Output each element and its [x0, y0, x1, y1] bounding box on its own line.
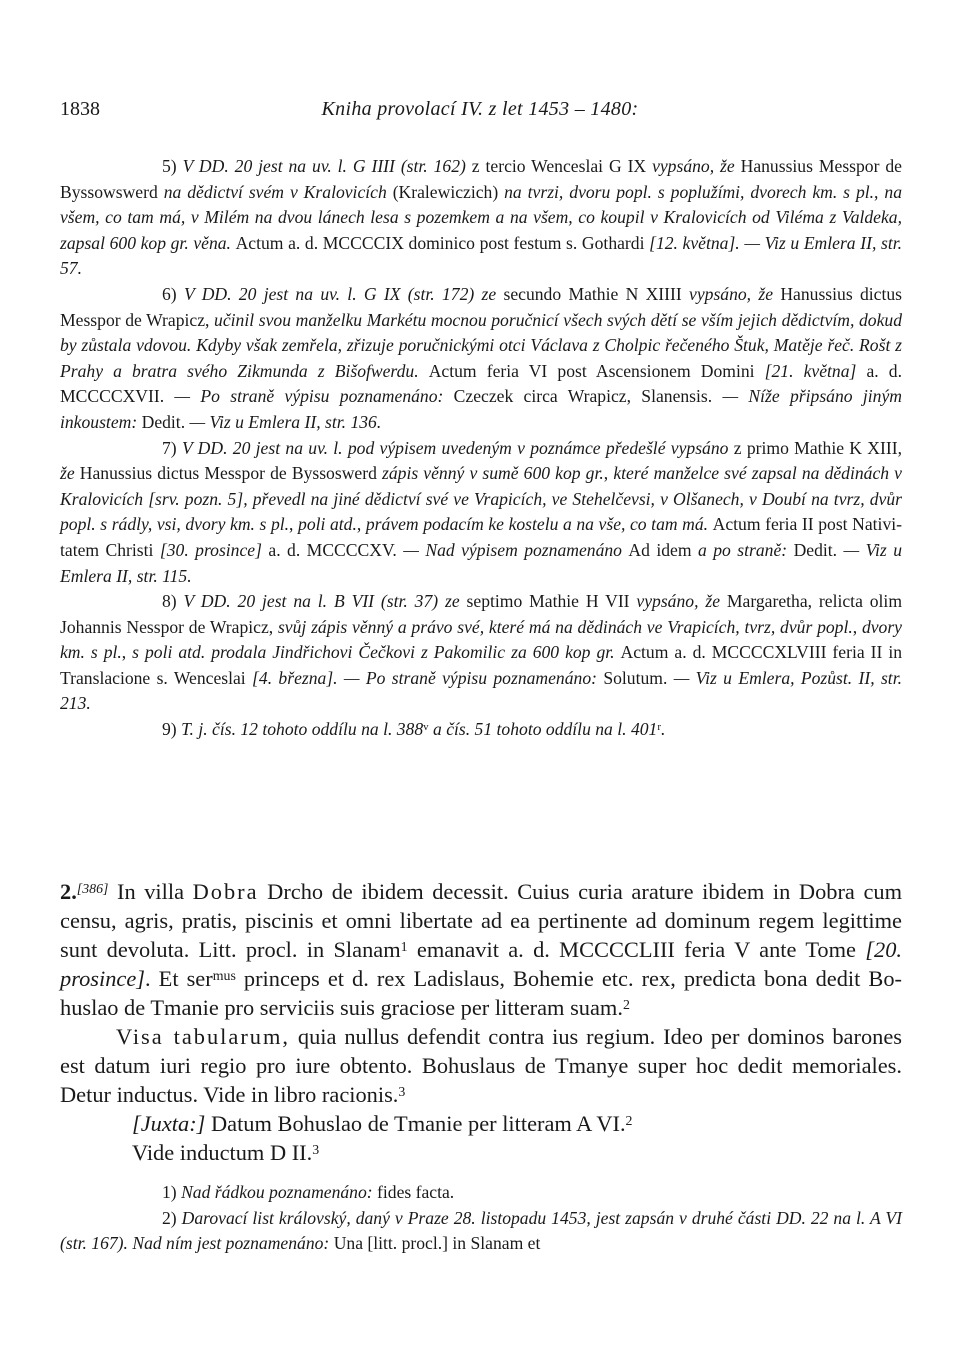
footnote-text: Czeczek circa Wrapicz, Slanensis.: [453, 386, 723, 407]
footnote-mark: 5): [162, 156, 183, 176]
footnote: [60, 1180, 902, 1206]
footnote-text: na tvrzi, dvoru popl. s poplužími, dvorech km. s pl.: [504, 181, 875, 202]
footnote-text: dvory km. s pl.: [60, 616, 902, 663]
footnote-text: ,: [356, 514, 366, 535]
footnote-text: na dědictví svém v Kralovicích: [163, 181, 393, 202]
footnote-text: Solutum.: [603, 667, 674, 688]
entry-number: 2.: [60, 879, 77, 904]
footnote-text: [21. května]: [764, 360, 867, 381]
footnote-text: ,: [289, 514, 299, 535]
footnote-mark: 9): [162, 719, 182, 740]
footnote-text: V DD. 20 jest na uv. l. G IX (str. 172) ze: [183, 283, 504, 304]
footnote: [60, 282, 902, 436]
entry-text: Visa tabularum,: [116, 1024, 290, 1049]
footnote-text: a po straně:: [697, 539, 794, 560]
footnote-text: Dedit.: [793, 539, 844, 560]
footnote-text: .: [660, 719, 666, 740]
footnote: [60, 589, 902, 717]
footnote-text: právem podacím ke kostelu a na vše, co tam má.: [365, 514, 713, 535]
entry-text: Datum Bohuslao de Tmanie per litteram A VI.: [205, 1111, 626, 1136]
footnote-mark: 7): [162, 437, 182, 458]
footnote-text: že: [60, 463, 80, 484]
entry-text: In villa: [108, 879, 193, 904]
footnote-text: fides facta.: [377, 1182, 455, 1202]
footnote-text: Margaretha, relicta olim Johannis Nesspor de Wrapicz,: [60, 591, 903, 637]
footnote: [60, 1206, 902, 1257]
footnote-text: vypsáno, že: [652, 156, 741, 176]
footnote-text: [4. března]. — Po straně výpisu poznamenáno:: [252, 667, 604, 688]
footnote-text: (Kralewiczich): [392, 181, 505, 202]
running-title: Kniha provolací IV. z let 1453 – 1480:: [321, 98, 639, 120]
footnote-mark: 6): [162, 283, 184, 304]
footnote-text: vypsáno, že: [689, 283, 781, 304]
footnote-text: a. d. MCCCCXV.: [268, 539, 404, 560]
entry-text: 3: [312, 1142, 320, 1158]
footnote-text: — Nad výpisem poznamenáno: [403, 539, 629, 560]
entry-2: [60, 877, 902, 1167]
footnote-text: Nad řádkou poznamenáno:: [181, 1182, 378, 1202]
footnote-text: — Viz u Emlera II, str. 115.: [60, 539, 903, 586]
footnote-text: a čís. 51 tohoto oddílu na l. 401: [428, 719, 658, 740]
entry-text: quia nullus defendit contra ius regium. Ideo per dominos barones est datum iuri regio pro iure obtento. Bohuslaus de Tmanye super hoc dedit memoriales. Detur inductus. Vide in libro racionis.: [60, 1024, 902, 1107]
footnote-text: vypsáno, že: [636, 591, 727, 612]
entry-text: Dobra: [192, 879, 259, 904]
footnote-text: septimo Mathie H VII: [466, 591, 637, 612]
footnote-mark: 2): [162, 1207, 182, 1228]
entry-text: [20. prosince]: [60, 937, 902, 991]
footnote-text: — Níže připsáno jiným inkoustem:: [60, 386, 902, 432]
footnote-text: v: [423, 721, 429, 734]
entry-text: Drcho de ibidem decessit. Cuius curia arature ibidem in Dobra cum censu, agris, pratis, piscinis et omni libertate ad ea pertinente ad dominum regem legittime sunt devoluta. Litt. procl. in Slanam: [60, 879, 902, 962]
footnote-text: Hanussius dictus Messpor de Wrapicz,: [60, 283, 903, 330]
footnote: [60, 154, 902, 282]
footnote-mark: 8): [162, 591, 184, 612]
entry-text: . Et ser: [145, 966, 213, 991]
footnote-text: z primo Mathie K XIII,: [733, 437, 902, 458]
entry-line-juxta: [60, 1109, 902, 1138]
footnote-text: poli atd.: [298, 514, 357, 535]
footnote-text: ,: [874, 181, 885, 202]
footnote-text: T. j. čís. 12 tohoto oddílu na l. 388: [181, 719, 424, 740]
footnote-text: Actum a. d. MCCCCIX dominico post festum s. Gothardi: [235, 232, 650, 253]
footnote-text: z tercio Wenceslai G IX: [471, 156, 653, 176]
footnote-text: Actum feria VI post Ascensionem Domini: [428, 360, 765, 381]
entry-text: mus: [212, 968, 236, 984]
footnote-text: secundo Mathie N XIIII: [503, 283, 690, 304]
folio-reference: [386]: [76, 881, 109, 897]
entry-line-vide: [60, 1138, 902, 1167]
footnote-text: učinil svou manželku Markétu mocnou poručnicí všech svých dětí se vším jejich dědictvím, dokud by zůstala vdovou. Kdyby však zemřela, zřizuje poručnickými otci Václava z Cholpic řečeného Štuk, Matěje řeč. Rošt z Prahy a bratra svého Zikmunda z Bišofwerdu.: [60, 309, 902, 381]
footnote-text: které manželce své zapsal na dědinách v Kralovicích [srv. pozn. 5], převedl na jiné dědictví své ve Vrapicích, ve Stehelčevsi, v Olšanech, v Doubí na tvrz, dvůr popl. s rádly, vsi, dvory km. s pl.: [60, 463, 902, 535]
entry-text: princeps et d. rex Ladislaus, Bohemie etc. rex, predicta bona dedit Bohuslao de Tmanie pro serviciis suis graciose per litteram suam.: [60, 966, 902, 1020]
footnote-text: Darovací list královský, daný v Praze 28. listopadu 1453, jest zapsán v druhé části DD. 22 na l. A VI (str. 167). Nad ním jest poznamenáno:: [60, 1207, 902, 1254]
footnote-mark: 1): [162, 1182, 182, 1202]
footnote-text: [12. května]. — Viz u Emlera II, str. 57.: [60, 232, 902, 279]
footnote-text: V DD. 20 jest na l. B VII (str. 37) ze: [183, 591, 467, 612]
footnote-text: ,: [603, 463, 614, 484]
footnote-text: V DD. 20 jest na uv. l. pod výpisem uvedeným v poznámce předešlé vypsáno: [181, 437, 734, 458]
footnote-text: zápis věnný v sumě 600 kop gr.: [382, 463, 604, 484]
entry-text: 2: [625, 1113, 633, 1129]
footnote-text: — Viz u Emlera, Pozůst. II, str. 213.: [60, 667, 902, 714]
entry-paragraph-1: [60, 877, 902, 1022]
footnote-text: Actum a. d. MCCCCXLVIII feria II in Translacione s. Wenceslai: [60, 642, 902, 688]
entry-text: 1: [400, 939, 408, 955]
entry-text: 2: [622, 997, 630, 1013]
footnote-text: na všem, co tam má, v Milém na dvou lánech lesa s pozemkem a na všem, co koupil v Kralovicích od Viléma z Valdeka, zapsal 600 kop gr. věna.: [60, 181, 902, 253]
footnote: [60, 436, 902, 590]
page-number: 1838: [60, 98, 100, 120]
footnote-text: ,: [121, 642, 133, 663]
footnote-text: Una [litt. procl.] in Slanam et: [333, 1233, 541, 1254]
entry-text: Vide inductum D II.: [132, 1140, 313, 1165]
footnote-text: — Viz u Emlera II, str. 136.: [189, 411, 382, 432]
footnote-text: Hanussius Messpor de Byssowswerd: [60, 156, 902, 202]
entry-paragraph-2: [60, 1022, 902, 1109]
footnote-text: a. d. MCCCCXVII.: [60, 360, 902, 407]
footnote-text: Ad idem: [628, 539, 698, 560]
footnote: [60, 717, 902, 743]
entry-text: 3: [398, 1084, 406, 1100]
footnote-text: V DD. 20 jest na uv. l. G IIII (str. 162): [182, 156, 472, 176]
footnotes-top: [60, 154, 902, 743]
footnotes-bottom: [60, 1180, 902, 1257]
entry-text: [Juxta:]: [132, 1111, 206, 1136]
footnote-text: svůj zápis věnný a právo své, které má na dědinách ve Vrapicích, tvrz, dvůr popl.: [277, 616, 853, 637]
footnote-text: [30. prosince]: [159, 539, 269, 560]
footnote-text: Dedit.: [141, 411, 190, 432]
footnote-text: — Po straně výpisu poznamenáno:: [174, 386, 454, 407]
footnote-text: r: [657, 721, 661, 734]
entry-text: emanavit a. d. MCCCCLIII feria V ante Tome: [407, 937, 866, 962]
footnote-text: Hanussius dictus Messpor de Byssoswerd: [79, 463, 382, 484]
footnote-text: s poli atd. prodala Jindřichovi Čečkovi z Pakomilic za 600 kop gr.: [132, 642, 621, 663]
footnote-text: Actum feria II post Nativitatem Christi: [60, 514, 902, 560]
page-header: [60, 98, 900, 128]
footnote-text: ,: [852, 616, 862, 637]
